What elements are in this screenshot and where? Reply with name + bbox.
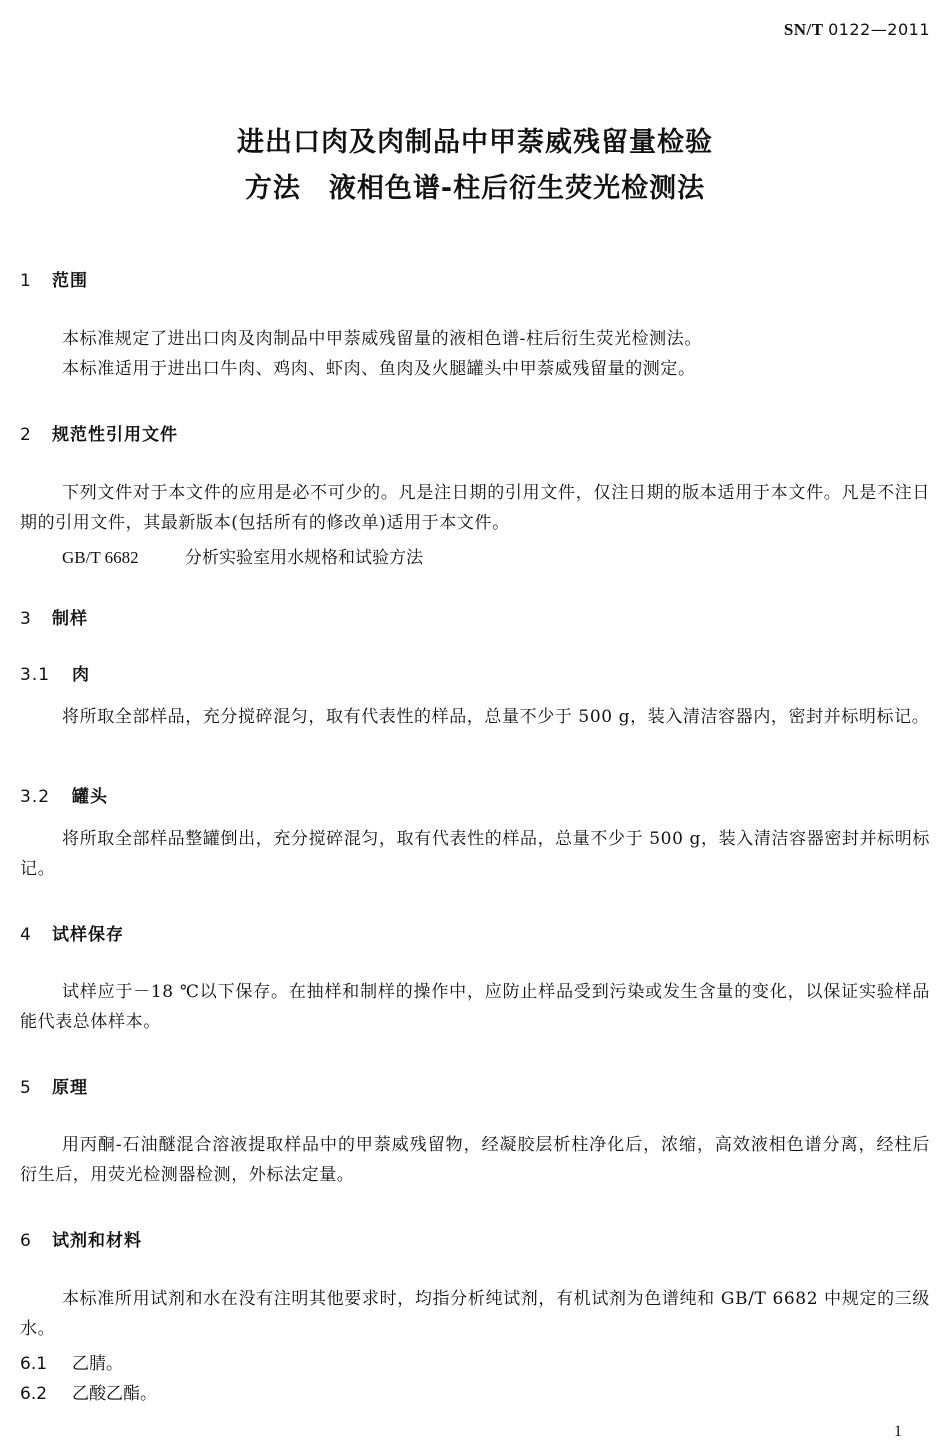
section-title: 规范性引用文件 bbox=[52, 425, 178, 445]
document-title-line-2: 方法 液相色谱-柱后衍生荧光检测法 bbox=[244, 173, 706, 204]
paragraph: 将所取全部样品，充分搅碎混匀，取有代表性的样品，总量不少于 500 g，装入清洁容器内，密封并标明标记。 bbox=[62, 707, 930, 727]
paragraph: 下列文件对于本文件的应用是必不可少的。凡是注日期的引用文件，仅注日期的版本适用于本文件。凡是不注日期的引用文件，其最新版本(包括所有的修改单)适用于本文件。 bbox=[20, 483, 930, 533]
standard-prefix: SN/T bbox=[783, 20, 824, 39]
section-title: 肉 bbox=[72, 665, 90, 685]
subsection-heading-3-1 bbox=[20, 660, 90, 685]
standard-number bbox=[784, 20, 930, 40]
section-title: 罐头 bbox=[72, 787, 108, 807]
section-title: 制样 bbox=[52, 609, 88, 629]
paragraph: 用丙酮-石油醚混合溶液提取样品中的甲萘威残留物，经凝胶层析柱净化后，浓缩，高效液相色谱分离，经柱后衍生后，用荧光检测器检测，外标法定量。 bbox=[20, 1135, 930, 1185]
paragraph: 本标准规定了进出口肉及肉制品中甲萘威残留量的液相色谱-柱后衍生荧光检测法。 bbox=[62, 329, 702, 349]
page-number: 1 bbox=[894, 1423, 902, 1440]
section-title: 范围 bbox=[52, 271, 88, 291]
section-heading-2 bbox=[20, 420, 178, 445]
section-title: 原理 bbox=[52, 1078, 88, 1098]
section-title: 试样保存 bbox=[52, 925, 124, 945]
section-number: 5 bbox=[20, 1078, 32, 1098]
section-number: 3.2 bbox=[20, 787, 51, 807]
section-heading-3 bbox=[20, 604, 88, 629]
section-heading-6 bbox=[20, 1226, 142, 1251]
item-text: 乙酸乙酯。 bbox=[72, 1384, 157, 1404]
section-heading-5 bbox=[20, 1073, 88, 1098]
standard-code: 0122—2011 bbox=[828, 20, 930, 39]
paragraph: 将所取全部样品整罐倒出，充分搅碎混匀，取有代表性的样品，总量不少于 500 g，装入清洁容器密封并标明标记。 bbox=[20, 829, 930, 879]
item-number: 6.2 bbox=[20, 1384, 48, 1404]
paragraph: 本标准所用试剂和水在没有注明其他要求时，均指分析纯试剂，有机试剂为色谱纯和 GB/T 6682 中规定的三级水。 bbox=[20, 1289, 930, 1339]
document-title-line-1: 进出口肉及肉制品中甲萘威残留量检验 bbox=[237, 127, 713, 158]
normative-reference bbox=[62, 543, 423, 568]
section-number: 6 bbox=[20, 1231, 32, 1251]
subsection-heading-3-2 bbox=[20, 782, 108, 807]
paragraph: 试样应于－18 ℃以下保存。在抽样和制样的操作中，应防止样品受到污染或发生含量的变化，以保证实验样品能代表总体样本。 bbox=[20, 982, 930, 1032]
paragraph: 本标准适用于进出口牛肉、鸡肉、虾肉、鱼肉及火腿罐头中甲萘威残留量的测定。 bbox=[62, 359, 696, 379]
section-number: 1 bbox=[20, 271, 32, 291]
section-title: 试剂和材料 bbox=[52, 1231, 142, 1251]
section-number: 3 bbox=[20, 609, 32, 629]
section-heading-1 bbox=[20, 266, 88, 291]
section-number: 2 bbox=[20, 425, 32, 445]
list-item-6-2 bbox=[20, 1379, 157, 1404]
reference-code: GB/T 6682 bbox=[62, 548, 139, 567]
section-number: 3.1 bbox=[20, 665, 51, 685]
list-item-6-1 bbox=[20, 1349, 123, 1374]
item-number: 6.1 bbox=[20, 1354, 48, 1374]
section-heading-4 bbox=[20, 920, 124, 945]
reference-title: 分析实验室用水规格和试验方法 bbox=[185, 548, 423, 568]
section-number: 4 bbox=[20, 925, 32, 945]
item-text: 乙腈。 bbox=[72, 1354, 123, 1374]
